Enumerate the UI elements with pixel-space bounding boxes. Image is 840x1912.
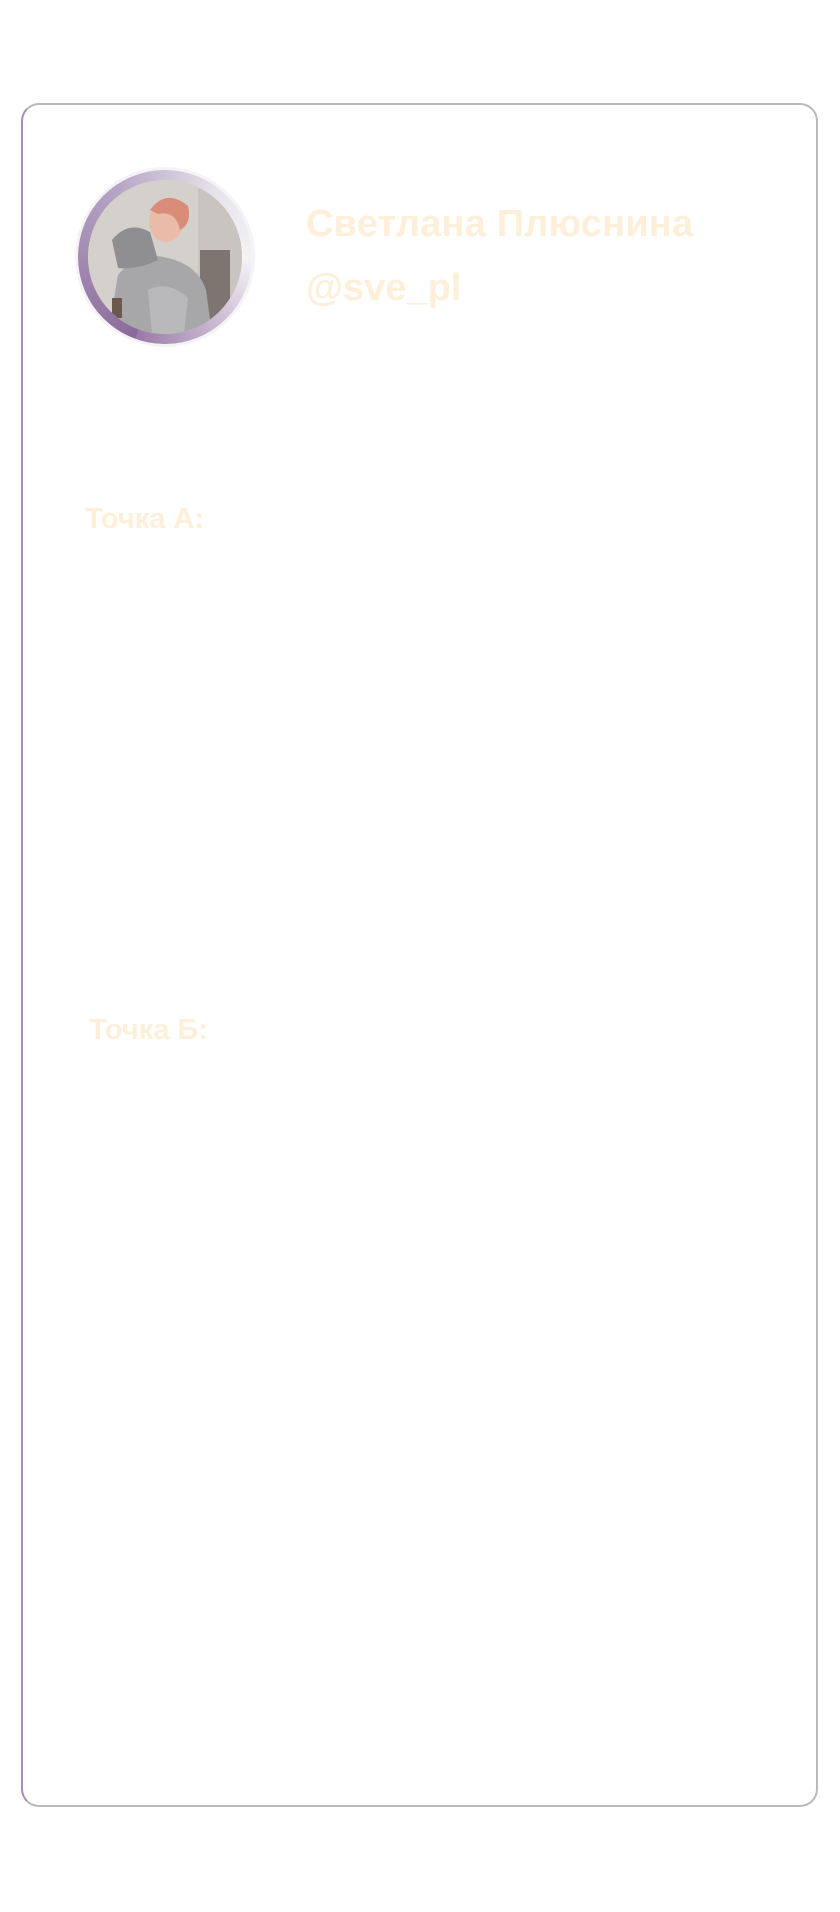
profile-card	[21, 103, 818, 1807]
avatar[interactable]	[88, 180, 242, 334]
profile-name: Светлана Плюснина	[306, 203, 694, 245]
point-b-label: Точка Б:	[89, 1014, 208, 1046]
profile-handle[interactable]: @sve_pl	[306, 267, 462, 309]
avatar-ring[interactable]	[78, 170, 252, 344]
point-a-label: Точка А:	[85, 503, 205, 535]
avatar-photo	[88, 180, 242, 334]
